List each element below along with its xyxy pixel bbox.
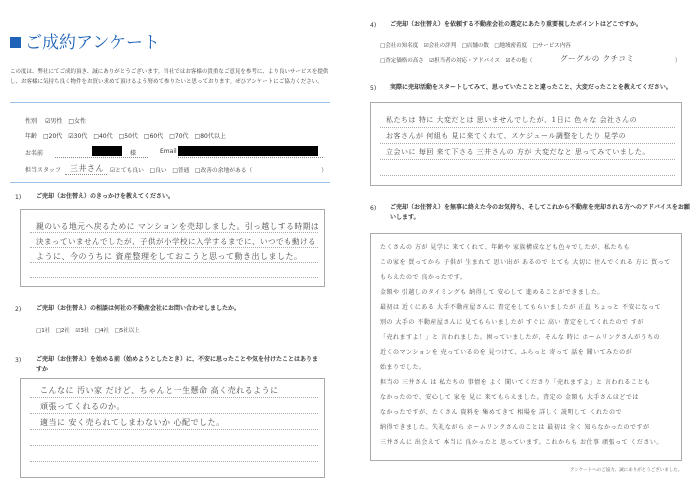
q6-question: ご売却（お住替え）を無事に終えた今のお気持ち、そしてこれから不動産を売却される方へのアドバイスをお願いします。 <box>390 204 690 221</box>
q4-options-row1[interactable]: □会社の知名度 ☑会社の評判 □店舗の数 □地域密着度 □サービス内容 <box>380 43 571 49</box>
q3-answer-line: 頑張ってくれるのか。 <box>40 402 125 411</box>
q1-line <box>30 232 318 233</box>
q3-line <box>30 461 318 462</box>
q3-line <box>30 413 318 414</box>
title-square-icon <box>10 37 21 48</box>
page-title: ご成約アンケート <box>10 28 160 53</box>
q3-line <box>30 429 318 430</box>
q6-answer-line: 「売れますよ！」と 言われました。困っていましたが、そんな 時に ホームリンクさんがうちの <box>380 334 661 341</box>
q6-answer-line: 別の 大手の 不動産屋さんに 見てもらいましたが すぐに 高い 査定をしてくれたので すが <box>380 319 644 326</box>
name-suffix: 様 <box>130 150 137 157</box>
q6-answer-line: なかったですが、たくさん 資料を 集めてきて 相場を 詳しく 説明して くれたので <box>380 409 622 416</box>
q6-answer-line: 担当の 三井さん は 私たちの 事情を よく 聞いてくださり「売れますよ」と 言われることも <box>380 379 651 386</box>
q4-other-value: グーグルの クチコミ <box>560 54 635 63</box>
q3-line <box>30 397 318 398</box>
age-options[interactable]: □20代 ☑30代 □40代 □50代 □60代 □70代 □80代以上 <box>43 133 226 140</box>
staff-underline <box>65 174 107 175</box>
q5-line <box>380 127 675 128</box>
q6-answer-line: なかったので、安心して 家を 見に 来てもらえました。査定の 金額も 大手さんほどでは <box>380 394 639 401</box>
q6-answer-line: 納得できました。失礼ながら ホームリンクさんのことは 最初は 全く 知らなかったのですが <box>380 424 650 431</box>
staff-name: 三井さん <box>70 164 104 173</box>
q6-answer-line: 最初は 近くにある 大手不動産屋さんに 査定をしてもらいましたが 正直 ちょっと 不安になって <box>380 304 661 311</box>
q3-question: ご売却（お住替え）を始める前（始めようとしたとき）に、不安に思ったことや気を付けたことはありますか <box>36 356 319 373</box>
q6-answer-line: この家を 買ってから 子供が 生まれて 思い出が あるので とても 大切に 住んでくれる 方に 買って <box>380 259 671 266</box>
age-label: 年齢 <box>25 133 38 140</box>
q5-answer-line: お客さんが 何組も 見に来てくれて、スケジュール調整をしたり 見学の <box>386 132 627 140</box>
q5-answer-line: 私たちは 特に 大変だとは 思いませんでしたが、1日に 色々な 会社さんの <box>386 116 638 124</box>
q5-number: 5) <box>370 85 377 92</box>
q4-options-row2[interactable]: □査定価格の高さ ☑担当者の対応・アドバイス ☑その他（ <box>380 58 533 64</box>
q5-line <box>380 175 675 176</box>
gender-options[interactable]: ☑男性 □女性 <box>45 118 87 125</box>
q1-answer-line: 親のいる地元へ戻るために マンションを売却しました。引っ越しする時期は <box>36 222 320 231</box>
divider <box>10 102 330 103</box>
staff-label: 担当スタッフ <box>25 167 62 174</box>
footer-thanks: アンケートへのご協力、誠にありがとうございました。 <box>570 468 683 473</box>
q2-question: ご売却（お住替え）の相談は何社の不動産会社にお問い合わせしましたか。 <box>36 305 241 312</box>
q5-line <box>380 159 675 160</box>
q3-answer-line: 適当に 安く売られてしまわないか 心配でした。 <box>40 418 225 427</box>
q3-answer-line: こんなに 汚い家 だけど、ちゃんと一生懸命 高く売れるように <box>40 386 279 395</box>
q1-answer-line: ように、今のうちに 資産整理をしておこうと思って動き出しました。 <box>36 252 303 261</box>
q1-question: ご売却（お住替え）のきっかけを教えてください。 <box>36 193 175 200</box>
divider <box>10 182 330 183</box>
name-underline <box>55 157 148 158</box>
q1-line <box>30 262 318 263</box>
intro-text: この度は、弊社にてご成約頂き、誠にありがとうございます。当社ではお客様の貴重なご意見を参考に、より良いサービスを提供し、お客様に気持ち良く物件をお買い求めて頂けるよう努めて参りたいと思っております。ぜひアンケートにご協力ください。 <box>10 69 329 85</box>
q5-answer-line: 立会いに 毎回 来て下さる 三井さんの 方が 大変だなと 思ってみていました。 <box>386 148 650 156</box>
q3-line <box>30 445 318 446</box>
q6-answer-line: 金額や 引越しのタイミングも 納得して 安心して 進めることができました。 <box>380 289 604 296</box>
q3-number: 3) <box>15 357 22 364</box>
name-label: お名前 <box>25 150 44 157</box>
q1-answer-line: 決まっていませんでしたが、子供が小学校に入学するまでに、いつでも動ける <box>36 237 316 246</box>
rating-options[interactable]: ☑とても良い □良い □普通 □改善の余地がある（ ） <box>110 168 327 174</box>
q2-number: 2) <box>15 306 22 313</box>
gender-label: 性別 <box>25 118 38 125</box>
q1-line <box>30 277 318 278</box>
q1-line <box>30 247 318 248</box>
email-label: Email <box>160 148 177 155</box>
q4-close-paren: ） <box>675 58 681 64</box>
q6-answer-line: もらえたので 良かったです。 <box>380 274 467 281</box>
email-redaction <box>178 146 318 156</box>
q4-question: ご売却（お住替え）を依頼する不動産会社の選定にあたり重要視したポイントはどこですか。 <box>390 21 643 28</box>
q5-question: 実際に売却活動をスタートしてみて、思っていたことと違ったこと、大変だったことを教えてください。 <box>390 84 672 91</box>
q6-answer-line: 始まりでした。 <box>380 364 426 371</box>
q1-number: 1) <box>15 194 22 201</box>
q5-line <box>380 143 675 144</box>
q6-answer-line: たくさんの 方が 見学に 来てくれて、年齢や 家族構成なども色々でしたが、私たちも <box>380 244 631 251</box>
q4-number: 4) <box>370 22 377 29</box>
q6-number: 6) <box>370 205 377 212</box>
name-redaction <box>92 146 122 156</box>
q2-options[interactable]: □1社 □2社 ☑3社 □4社 □5社以上 <box>36 328 140 334</box>
email-underline <box>178 157 323 158</box>
q6-answer-line: 三井さんに 出会えて 本当に 良かったと 思っています。これからも お仕事 頑張って ください。 <box>380 439 663 446</box>
q6-answer-line: 近くのマンションを 売っているのを 見つけて、ふらっと 寄って 話を 聞いてみたのが <box>380 349 633 356</box>
